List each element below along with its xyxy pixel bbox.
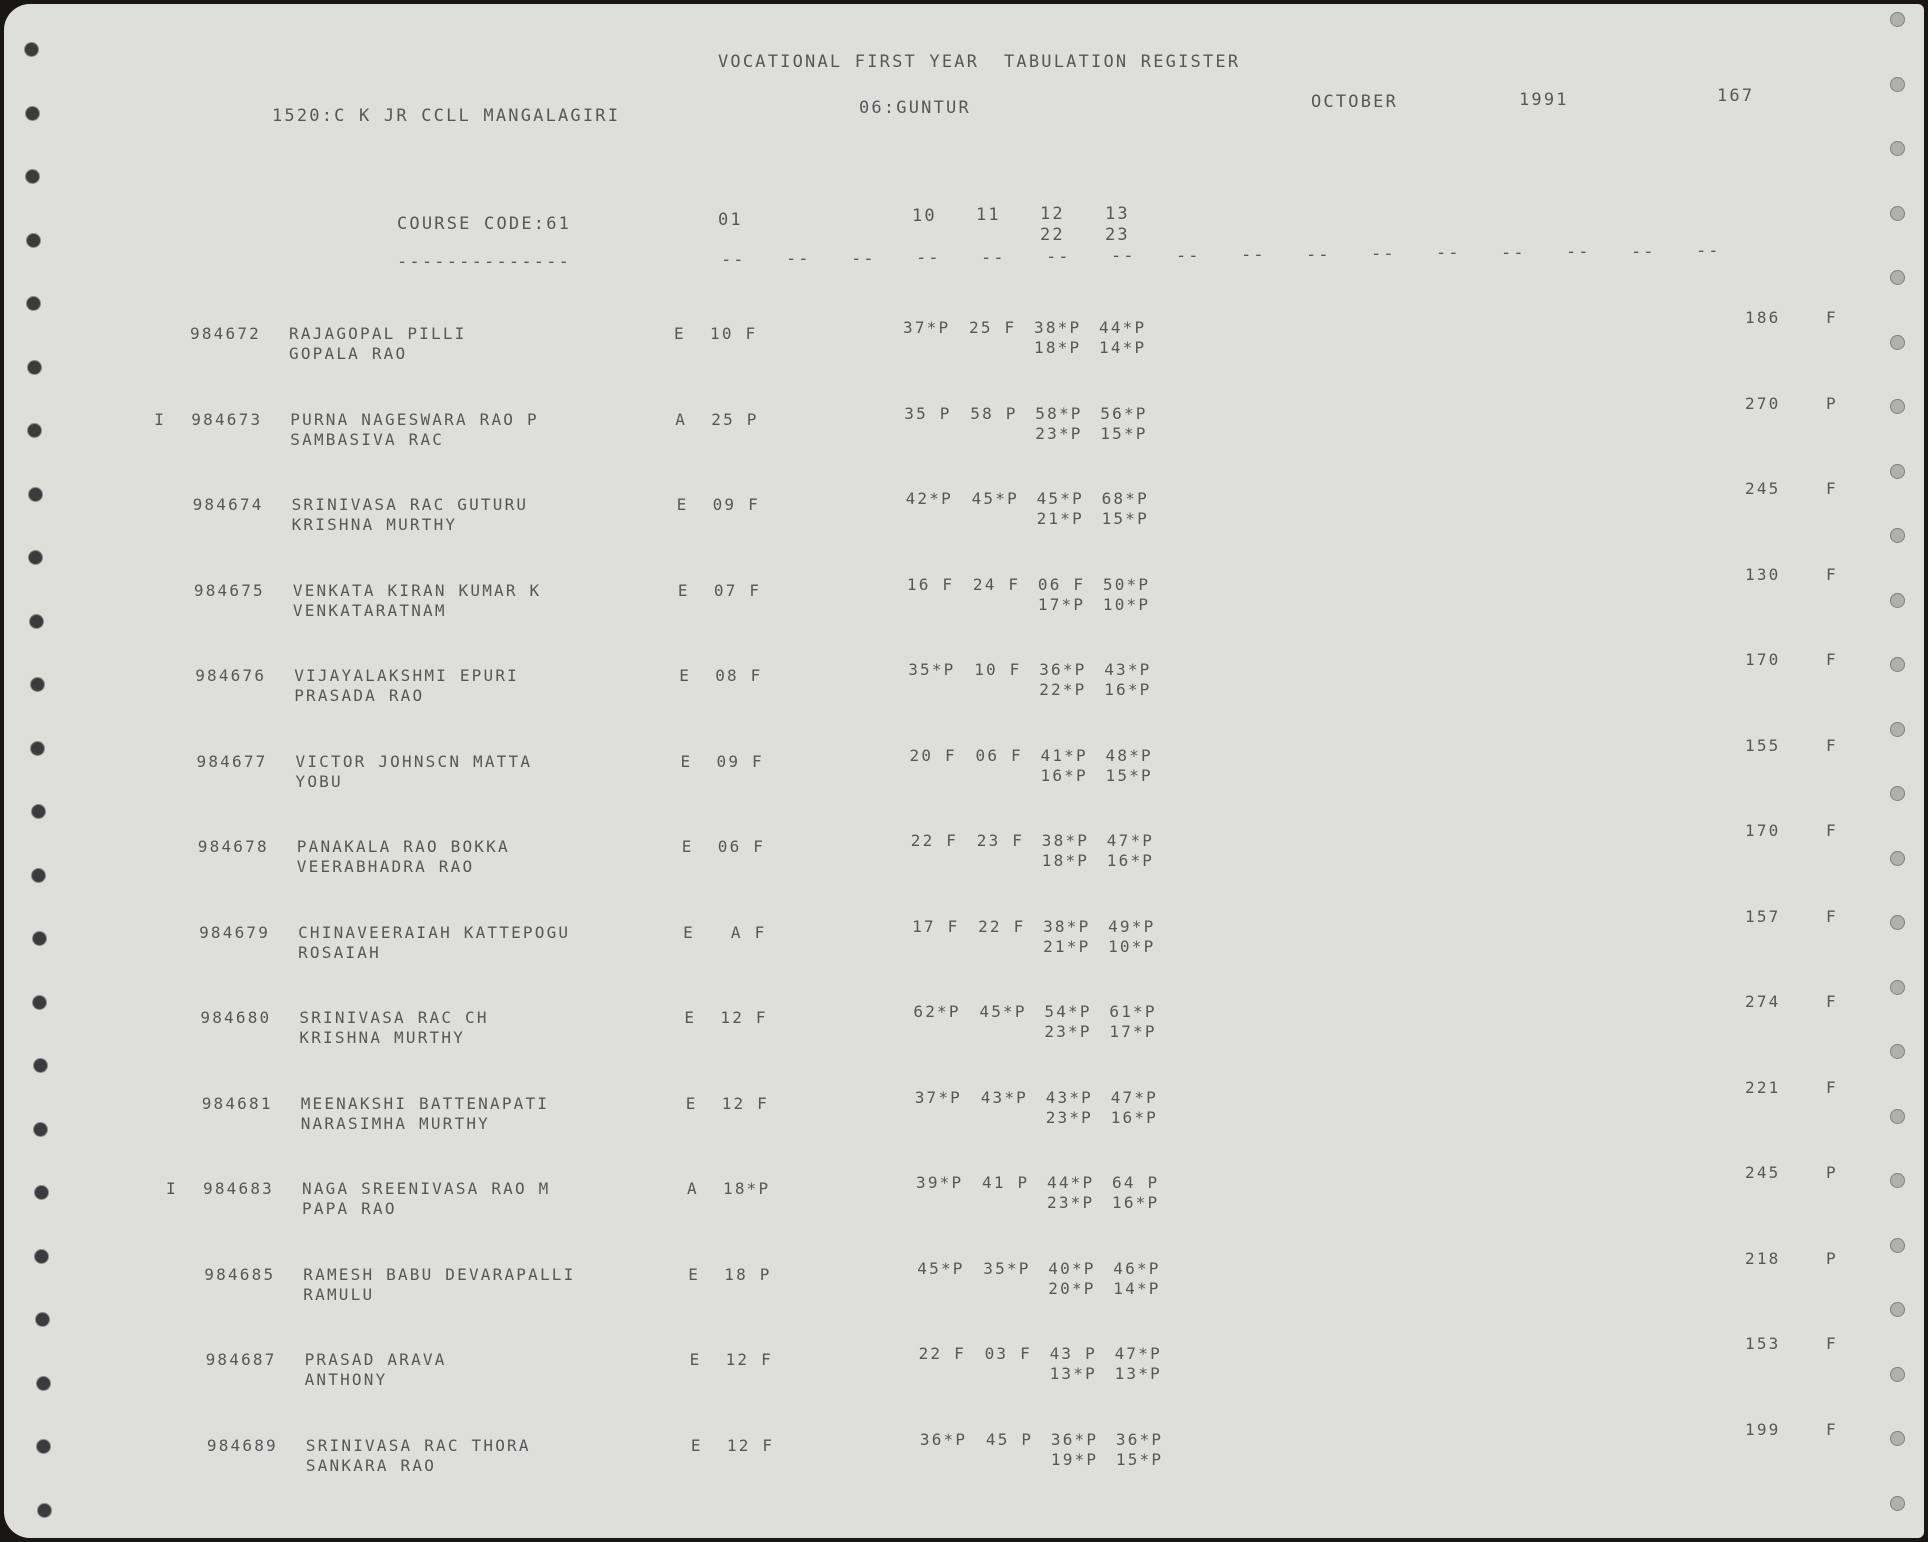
marks-23: 15*P (1100, 423, 1148, 443)
total-marks: 218 (1745, 1248, 1781, 1268)
course-code: COURSE CODE:61 (397, 214, 572, 234)
feed-hole (24, 42, 39, 57)
marks-23: 15*P (1115, 1449, 1164, 1469)
marks-13: 46*P (1113, 1258, 1161, 1278)
marks-12: 44*P (1047, 1173, 1095, 1192)
father-name: YOBU (295, 771, 343, 791)
marks-12: 41*P (1040, 745, 1088, 765)
marks-23: 15*P (1105, 765, 1153, 785)
marks-13: 56*P (1100, 403, 1148, 423)
marks-23: 10*P (1102, 594, 1151, 614)
marks-11: 06 F (975, 745, 1023, 765)
total-marks: 153 (1745, 1334, 1781, 1353)
column-head-13: 13 (1105, 204, 1130, 224)
record-row (4, 1077, 1904, 1154)
college-name: 1520:C K JR CCLL MANGALAGIRI (272, 106, 621, 126)
total-marks: 274 (1745, 992, 1781, 1011)
father-name: ANTHONY (304, 1370, 388, 1389)
marks-11: 10 F (974, 660, 1022, 679)
marks-12: 36*P (1039, 660, 1087, 679)
result-code: F (1826, 992, 1838, 1011)
student-name: CHINAVEERAIAH KATTEPOGU (298, 922, 571, 942)
record-row (4, 479, 1904, 555)
marks-22: 21*P (1043, 936, 1091, 956)
marks-12: 45*P (1036, 489, 1084, 508)
result-code: P (1826, 393, 1838, 413)
medium-code: A (675, 409, 688, 429)
marks-01: 25 P (711, 409, 759, 429)
marks-01: 12 F (726, 1435, 775, 1455)
marks-01: 12 F (721, 1093, 770, 1113)
roll-number: 984689 (206, 1435, 278, 1455)
column-dash: -- (851, 248, 876, 269)
marks-22: 23*P (1047, 1193, 1095, 1212)
medium-code: A (687, 1179, 699, 1198)
marks-23: 16*P (1106, 851, 1155, 870)
medium-code: E (679, 666, 692, 685)
marks-11: 58 P (970, 403, 1018, 423)
student-name: VICTOR JOHNSCN MATTA (295, 751, 533, 771)
marks-01: 06 F (717, 837, 766, 856)
marks-13: 43*P (1104, 660, 1152, 679)
marks-22: 22*P (1039, 680, 1087, 699)
marks-10: 17 F (912, 916, 960, 936)
roll-number: 984674 (192, 495, 264, 514)
record-row (4, 1419, 1904, 1496)
record-row (4, 906, 1904, 983)
marks-23: 14*P (1113, 1278, 1161, 1298)
student-name: PANAKALA RAO BOKKA (296, 837, 510, 856)
column-dash: -- (1241, 245, 1266, 266)
result-code: F (1826, 308, 1838, 327)
medium-code: E (689, 1350, 702, 1369)
feed-hole (37, 1503, 52, 1518)
student-name: VENKATA KIRAN KUMAR K (292, 580, 542, 600)
medium-code: E (681, 837, 694, 856)
medium-code: E (676, 495, 689, 514)
medium-code: E (685, 1093, 698, 1113)
result-code: P (1826, 1248, 1838, 1268)
marks-10: 22 F (910, 831, 959, 850)
marks-23: 10*P (1108, 936, 1156, 956)
marks-10: 22 F (918, 1344, 966, 1363)
record-row (4, 821, 1904, 897)
student-name: SRINIVASA RAC GUTURU (291, 495, 529, 514)
result-code: F (1826, 906, 1838, 926)
column-dash: -- (721, 250, 746, 270)
marks-12: 58*P (1035, 403, 1083, 423)
total-marks: 245 (1745, 1163, 1781, 1182)
father-name: SANKARA RAO (305, 1455, 437, 1475)
total-marks: 245 (1745, 479, 1781, 498)
marks-01: 10 F (710, 324, 758, 343)
marks-11: 23 F (976, 831, 1025, 850)
father-name: VENKATARATNAM (292, 600, 447, 620)
marks-01: 12 F (725, 1350, 773, 1369)
record-row (4, 735, 1904, 812)
result-code: F (1826, 1419, 1838, 1439)
marks-11: 45*P (979, 1002, 1027, 1021)
marks-23: 17*P (1109, 1022, 1157, 1041)
father-name: NARASIMHA MURTHY (300, 1113, 491, 1133)
marks-23: 16*P (1112, 1193, 1160, 1212)
result-code: F (1826, 479, 1838, 498)
result-code: F (1826, 735, 1838, 755)
marks-22: 23*P (1045, 1107, 1094, 1127)
marks-13: 47*P (1114, 1344, 1162, 1363)
marks-10: 45*P (917, 1258, 965, 1278)
marks-13: 48*P (1105, 745, 1153, 765)
record-row (4, 992, 1904, 1068)
marks-12: 36*P (1050, 1429, 1099, 1449)
marks-23: 15*P (1101, 509, 1149, 528)
marks-11: 41 P (982, 1173, 1030, 1192)
marks-12: 54*P (1044, 1002, 1092, 1021)
roll-number: 984678 (197, 837, 269, 856)
total-marks: 170 (1745, 821, 1781, 840)
marks-01: A F (719, 922, 767, 942)
column-head-23: 23 (1105, 225, 1130, 245)
medium-code: E (674, 324, 686, 343)
total-marks: 155 (1745, 735, 1781, 755)
result-code: F (1826, 564, 1838, 584)
medium-code: E (680, 751, 693, 771)
marks-23: 14*P (1099, 338, 1147, 357)
marks-01: 09 F (712, 495, 760, 514)
medium-code: E (683, 922, 695, 942)
marks-13: 47*P (1110, 1087, 1159, 1107)
total-marks: 199 (1745, 1419, 1781, 1439)
marks-11: 45*P (971, 489, 1019, 508)
roll-number: 984680 (200, 1008, 272, 1027)
marks-01: 09 F (716, 751, 764, 771)
column-dash: -- (1631, 241, 1656, 262)
flag-marker: I (166, 1179, 178, 1198)
total-marks: 270 (1745, 393, 1781, 413)
marks-01: 07 F (713, 580, 762, 600)
result-code: P (1826, 1163, 1838, 1182)
marks-13: 36*P (1115, 1429, 1164, 1449)
marks-23: 16*P (1110, 1107, 1159, 1127)
record-row (4, 1334, 1904, 1410)
father-name: KRISHNA MURTHY (299, 1028, 466, 1047)
medium-code: E (684, 1008, 697, 1027)
column-dash: -- (1436, 243, 1461, 264)
column-dash: -- (1696, 241, 1721, 261)
student-name: MEENAKSHI BATTENAPATI (300, 1093, 550, 1113)
course-code-underline: -------------- (397, 252, 572, 272)
marks-12: 40*P (1048, 1258, 1096, 1278)
feed-hole (1890, 12, 1905, 27)
feed-hole (1890, 206, 1905, 221)
student-name: RAMESH BABU DEVARAPALLI (303, 1264, 576, 1284)
feed-hole (1890, 77, 1905, 92)
result-code: F (1826, 1077, 1838, 1097)
district-name: 06:GUNTUR (859, 98, 971, 118)
medium-code: E (690, 1435, 703, 1455)
marks-22: 21*P (1036, 509, 1084, 528)
marks-11: 24 F (972, 574, 1021, 594)
feed-hole (26, 233, 41, 248)
record-row (4, 650, 1904, 726)
column-dash: -- (1046, 247, 1071, 267)
column-dash: -- (1306, 244, 1331, 265)
column-head-11: 11 (976, 205, 1001, 225)
marks-11: 25 F (969, 318, 1017, 337)
marks-22: 20*P (1048, 1278, 1096, 1298)
column-dash: -- (981, 247, 1006, 268)
feed-hole (25, 169, 40, 184)
marks-10: 16 F (906, 574, 955, 594)
column-dash: -- (1176, 245, 1201, 266)
register-title: VOCATIONAL FIRST YEAR TABULATION REGISTER (718, 52, 1241, 72)
father-name: PRASADA RAO (294, 686, 425, 705)
record-row (4, 1248, 1904, 1325)
marks-11: 35*P (983, 1258, 1031, 1278)
result-code: F (1826, 650, 1838, 669)
roll-number: 984675 (193, 580, 265, 600)
record-row (4, 564, 1904, 641)
feed-hole (34, 1249, 49, 1264)
column-dash: -- (916, 248, 941, 269)
marks-13: 61*P (1109, 1002, 1157, 1021)
column-dash: -- (1111, 246, 1136, 267)
student-name: PRASAD ARAVA (304, 1350, 447, 1369)
marks-10: 37*P (914, 1087, 963, 1107)
total-marks: 157 (1745, 906, 1781, 926)
total-marks: 186 (1745, 308, 1781, 327)
roll-number: 984676 (195, 666, 267, 685)
marks-22: 18*P (1034, 338, 1082, 357)
marks-22: 17*P (1037, 594, 1086, 614)
column-dash: -- (1501, 242, 1526, 263)
marks-01: 12 F (720, 1008, 768, 1027)
marks-12: 38*P (1043, 916, 1091, 936)
page-number: 167 (1717, 86, 1755, 106)
record-row (4, 1163, 1904, 1239)
marks-23: 13*P (1114, 1364, 1162, 1383)
roll-number: 984685 (204, 1264, 276, 1284)
student-name: NAGA SREENIVASA RAO M (302, 1179, 551, 1198)
feed-hole (1890, 141, 1905, 156)
marks-12: 43*P (1045, 1087, 1094, 1107)
marks-12: 38*P (1041, 831, 1090, 850)
father-name: KRISHNA MURTHY (291, 515, 458, 534)
marks-10: 37*P (903, 318, 951, 337)
marks-10: 36*P (919, 1429, 968, 1449)
student-name: RAJAGOPAL PILLI (289, 324, 467, 343)
marks-10: 20 F (909, 745, 957, 765)
marks-10: 42*P (905, 489, 953, 508)
marks-13: 50*P (1102, 574, 1151, 594)
record-row (4, 393, 1904, 470)
marks-13: 47*P (1106, 831, 1155, 850)
student-name: SRINIVASA RAC THORA (305, 1435, 531, 1455)
medium-code: E (677, 580, 690, 600)
roll-number: 984681 (201, 1093, 273, 1113)
feed-hole (1890, 270, 1905, 285)
exam-year: 1991 (1519, 90, 1569, 110)
result-code: F (1826, 821, 1838, 840)
marks-12: 06 F (1037, 574, 1086, 594)
feed-hole (26, 296, 41, 311)
marks-01: 18*P (723, 1179, 771, 1198)
father-name: PAPA RAO (302, 1199, 397, 1218)
column-dash: -- (1371, 244, 1396, 264)
marks-10: 35*P (908, 660, 956, 679)
marks-10: 35 P (904, 403, 952, 423)
marks-23: 16*P (1104, 680, 1152, 699)
exam-month: OCTOBER (1311, 92, 1399, 112)
roll-number: 984672 (190, 324, 261, 343)
marks-13: 49*P (1108, 916, 1156, 936)
column-head-12: 12 (1040, 204, 1065, 224)
column-head-22: 22 (1040, 225, 1065, 245)
feed-hole (1890, 1238, 1905, 1253)
marks-10: 62*P (913, 1002, 961, 1021)
father-name: GOPALA RAO (289, 344, 408, 363)
feed-hole (25, 106, 40, 121)
marks-11: 22 F (978, 916, 1026, 936)
marks-22: 16*P (1040, 765, 1088, 785)
feed-hole (1890, 1496, 1905, 1511)
roll-number: 984683 (203, 1179, 274, 1198)
total-marks: 130 (1745, 564, 1781, 584)
marks-10: 39*P (916, 1173, 964, 1192)
marks-13: 44*P (1099, 318, 1147, 337)
marks-11: 43*P (980, 1087, 1029, 1107)
father-name: RAMULU (303, 1284, 375, 1304)
flag-marker: I (154, 409, 167, 429)
marks-13: 68*P (1101, 489, 1149, 508)
marks-01: 18 P (724, 1264, 772, 1284)
roll-number: 984687 (205, 1350, 277, 1369)
father-name: ROSAIAH (298, 942, 381, 962)
medium-code: E (688, 1264, 701, 1284)
father-name: VEERABHADRA RAO (296, 857, 475, 876)
roll-number: 984679 (199, 922, 271, 942)
register-sheet (4, 4, 1924, 1538)
marks-12: 38*P (1034, 318, 1082, 337)
student-name: VIJAYALAKSHMI EPURI (294, 666, 520, 685)
marks-22: 23*P (1035, 423, 1083, 443)
father-name: SAMBASIVA RAC (290, 429, 445, 449)
marks-22: 18*P (1041, 851, 1090, 870)
record-row (4, 308, 1904, 384)
marks-22: 23*P (1044, 1022, 1092, 1041)
roll-number: 984673 (191, 409, 263, 429)
marks-01: 08 F (715, 666, 763, 685)
column-dash: -- (786, 249, 811, 270)
total-marks: 170 (1745, 650, 1781, 669)
marks-22: 13*P (1049, 1364, 1097, 1383)
student-name: PURNA NAGESWARA RAO P (290, 409, 539, 429)
student-name: SRINIVASA RAC CH (299, 1008, 489, 1027)
marks-13: 64 P (1112, 1173, 1160, 1192)
roll-number: 984677 (196, 751, 268, 771)
marks-11: 45 P (985, 1429, 1034, 1449)
column-dash: -- (1566, 242, 1591, 263)
column-head-01: 01 (718, 210, 743, 230)
column-head-10: 10 (912, 206, 937, 226)
marks-12: 43 P (1049, 1344, 1097, 1363)
total-marks: 221 (1745, 1077, 1781, 1097)
marks-22: 19*P (1050, 1449, 1099, 1469)
marks-11: 03 F (984, 1344, 1032, 1363)
result-code: F (1826, 1334, 1838, 1353)
